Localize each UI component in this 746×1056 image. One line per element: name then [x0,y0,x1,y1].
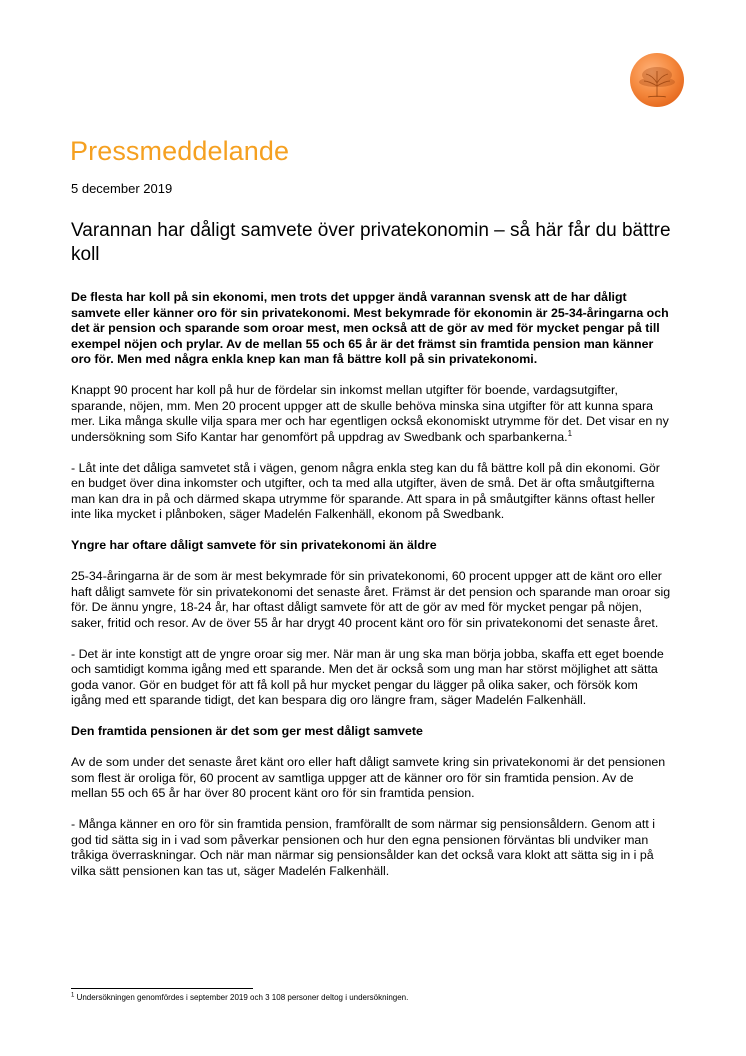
body-paragraph: 25-34-åringarna är de som är mest bekymrade för sin privatekonomi, 60 procent uppger att de känt oro eller haft dåligt samvete för sin privatekonomi det senaste året. Främst är det pension och sparande man oroar sig för. De ännu yngre, 18-24 år, har oftast dåligt samvete för att de gör av med för mycket pengar på nöjen, saker, fritid och resor. Av de över 55 år har drygt 40 procent känt oro för sin privatekonomi det senaste året. [71,569,671,630]
quote-paragraph: - Låt inte det dåliga samvetet stå i vägen, genom några enkla steg kan du få bättre koll på din ekonomi. Gör en budget över dina inkomster och utgifter, och ta med alla utgifter, även de små. Det är ofta småutgifterna man kan dra in på och därmed skapa utrymme för sparande. Att spara in på småutgifter känns oftast heller inte lika mycket i plånboken, säger Madelén Falkenhäll, ekonom på Swedbank. [71,460,660,521]
body-paragraph-text: Knappt 90 procent har koll på hur de fördelar sin inkomst mellan utgifter för boende, vardagsutgifter, sparande, nöjen, mm. Men 20 procent uppger att de skulle behöva minska sina utgifter för att kunna spara mer. Lika många skulle vilja spara mer och har egentligen också ekonomiskt utrymme för det. Det visar en ny undersökning som Sifo Kantar har genomfört på uppdrag av Swedbank och sparbankerna. [71,383,669,444]
footnote-ref: 1 [567,428,573,438]
headline: Varannan har dåligt samvete över privatekonomin – så här får du bättre koll [71,220,671,265]
footnote-divider [71,988,253,989]
release-date: 5 december 2019 [71,181,173,196]
section-heading: Den framtida pensionen är det som ger mest dåligt samvete [71,724,423,738]
section-heading: Yngre har oftare dåligt samvete för sin privatekonomi än äldre [71,538,437,552]
footnote-text: Undersökningen genomfördes i september 2019 och 3 108 personer deltog i undersökningen. [74,993,409,1002]
swedbank-oak-tree-icon [630,53,684,107]
body-paragraph [71,383,671,445]
lead-paragraph: De flesta har koll på sin ekonomi, men trots det uppger ändå varannan svensk att de har dåligt samvete eller känner oro för sin privatekonomi. Mest bekymrade för ekonomin är 25-34-åringarna och det är pension och sparande som oroar mest, men också att de gör av med för mycket pengar på till exempel nöjen och prylar. Av de mellan 55 och 65 år är det främst sin framtida pension man känner oro för. Men med några enkla knep kan man få bättre koll på sin privatekonomi. [71,290,669,366]
quote-paragraph: - Det är inte konstigt att de yngre oroar sig mer. När man är ung ska man börja jobba, skaffa ett eget boende och samtidigt komma igång med ett sparande. Men det är också som ung man har störst möjlighet att sätta goda vanor. Gör en budget för att få koll på hur mycket pengar du lägger på olika saker, och försök kom igång med ett sparande tidigt, det kan bespara dig oro längre fram, säger Madelén Falkenhäll. [71,646,664,707]
quote-paragraph: - Många känner en oro för sin framtida pension, framförallt de som närmar sig pensionsåldern. Genom att i god tid sätta sig in i vad som påverkar pensionen och hur den egna pensionen förväntas bli undviker man tråkiga överraskningar. Och när man närmar sig pensionsålder kan det också vara klokt att sätta sig in i på vilka sätt pensionen kan tas ut, säger Madelén Falkenhäll. [71,817,656,878]
body-paragraph: Av de som under det senaste året känt oro eller haft dåligt samvete kring sin privatekonomi är det pensionen som flest är oroliga för, 60 procent av samtliga uppger att de känner oro för sin framtida pension. Av de mellan 55 och 65 år har över 80 procent känt oro för sin framtida pension. [71,755,666,800]
footnote [71,993,408,1002]
page-title: Pressmeddelande [70,136,290,166]
footnote-number: 1 [71,992,75,999]
article-body [71,290,671,895]
